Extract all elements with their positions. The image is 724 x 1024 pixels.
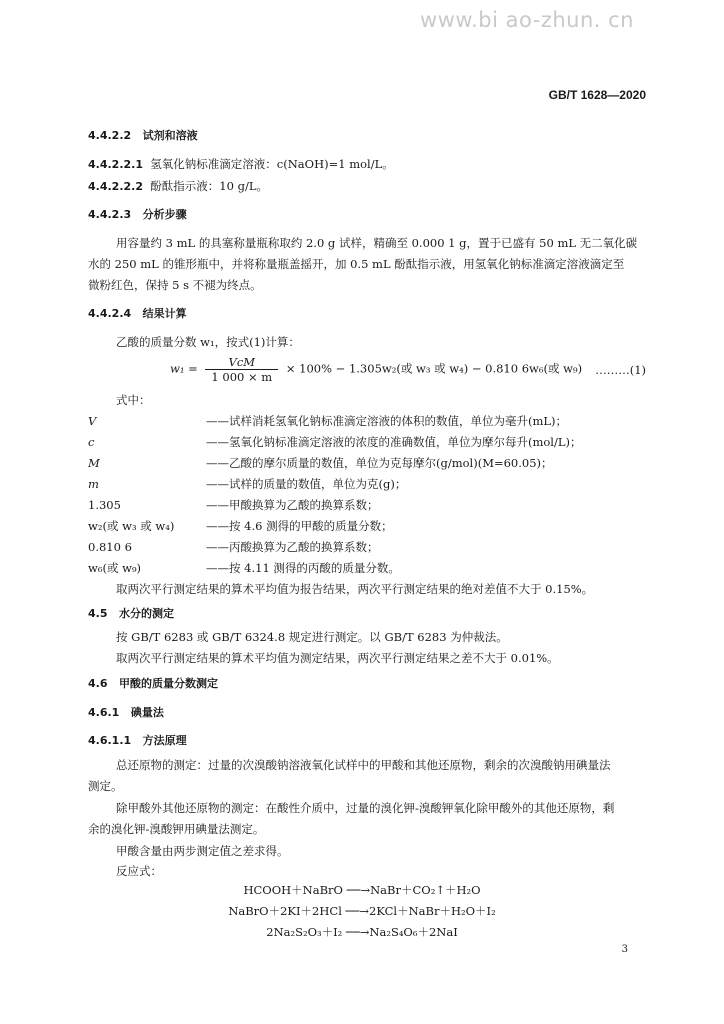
where-label: 式中： xyxy=(116,393,151,407)
standard-number: GB/T 1628—2020 xyxy=(548,88,646,102)
section-number: 4.5 xyxy=(88,607,108,620)
definition-symbol: M xyxy=(88,456,100,470)
definition-symbol: w₂(或 w₃ 或 w₄) xyxy=(88,519,175,533)
section-4-4-2-3 xyxy=(88,207,187,223)
definition-row xyxy=(88,497,379,513)
reaction-equation-2: NaBrO＋2KI＋2HCl ──→2KCl＋NaBr＋H₂O＋I₂ xyxy=(228,904,496,918)
watermark: www.bi ao-zhun. cn xyxy=(420,8,634,32)
section-title: 水分的测定 xyxy=(119,607,174,620)
procedure-line-3: 微粉红色，保持 5 s 不褪为终点。 xyxy=(88,278,262,292)
definition-row xyxy=(88,455,553,471)
equation-denominator: 1 000 × m xyxy=(211,370,273,384)
water-paragraph-2: 取两次平行测定结果的算术平均值为测定结果，两次平行测定结果之差不大于 0.01%。 xyxy=(116,651,559,665)
definition-symbol: m xyxy=(88,477,99,491)
definition-symbol: w₆(或 w₉) xyxy=(88,561,142,575)
equation-tag: ………(1) xyxy=(595,363,646,377)
clause-4-4-2-2-1 xyxy=(88,156,394,173)
equation-lhs: w₁ = xyxy=(170,361,198,376)
definition-row xyxy=(88,539,379,555)
clause-text: 酚酞指示液：10 g/L。 xyxy=(150,179,268,193)
definition-symbol: 1.305 xyxy=(88,498,121,512)
definition-row xyxy=(88,560,400,576)
section-4-5 xyxy=(88,606,174,622)
section-title: 方法原理 xyxy=(142,734,187,747)
definition-text: ——乙酸的摩尔质量的数值，单位为克每摩尔(g/mol)(M=60.05)； xyxy=(206,456,553,470)
definition-row xyxy=(88,434,582,450)
section-title: 碘量法 xyxy=(130,706,164,719)
principle-3: 甲酸含量由两步测定值之差求得。 xyxy=(116,844,289,858)
section-title: 甲酸的质量分数测定 xyxy=(119,677,218,690)
procedure-line-2: 水的 250 mL 的锥形瓶中，并将称量瓶盖摇开，加 0.5 mL 酚酞指示液，用氢氧化钠标准滴定溶液滴定至 xyxy=(88,257,625,271)
definition-row xyxy=(88,476,406,492)
section-title: 结果计算 xyxy=(142,307,187,320)
section-4-6-1-1 xyxy=(88,733,187,749)
definition-text: ——氢氧化钠标准滴定溶液的浓度的准确数值，单位为摩尔每升(mol/L)； xyxy=(206,435,582,449)
section-number: 4.4.2.4 xyxy=(88,307,132,320)
definition-text: ——试样消耗氢氧化钠标准滴定溶液的体积的数值，单位为毫升(mL)； xyxy=(206,414,568,428)
calc-intro: 乙酸的质量分数 w₁，按式(1)计算： xyxy=(116,335,300,349)
section-4-4-2-4 xyxy=(88,306,187,322)
principle-2-line-1: 除甲酸外其他还原物的测定：在酸性介质中，过量的溴化钾-溴酸钾氧化除甲酸外的其他还原物，剩 xyxy=(116,801,615,815)
calc-result: 取两次平行测定结果的算术平均值为报告结果，两次平行测定结果的绝对差值不大于 0.15%。 xyxy=(116,582,594,596)
definition-text: ——丙酸换算为乙酸的换算系数； xyxy=(206,540,379,554)
principle-1-line-2: 测定。 xyxy=(88,779,123,793)
principle-1-line-1: 总还原物的测定：过量的次溴酸钠溶液氧化试样中的甲酸和其他还原物，剩余的次溴酸钠用碘量法 xyxy=(116,758,611,772)
section-number: 4.6 xyxy=(88,677,108,690)
clause-number: 4.4.2.2.2 xyxy=(88,180,143,193)
section-title: 分析步骤 xyxy=(142,208,187,221)
section-4-6-1 xyxy=(88,705,164,721)
definition-text: ——甲酸换算为乙酸的换算系数； xyxy=(206,498,379,512)
clause-text: 氢氧化钠标准滴定溶液：c(NaOH)=1 mol/L。 xyxy=(150,157,394,171)
section-number: 4.4.2.2 xyxy=(88,129,132,142)
equation-numerator: VcM xyxy=(205,355,278,370)
section-number: 4.4.2.3 xyxy=(88,208,132,221)
definition-symbol: c xyxy=(88,435,95,449)
section-title: 试剂和溶液 xyxy=(142,129,198,142)
page-number: 3 xyxy=(621,944,628,955)
principle-2-line-2: 余的溴化钾-溴酸钾用碘量法测定。 xyxy=(88,822,265,836)
clause-number: 4.4.2.2.1 xyxy=(88,158,143,171)
water-paragraph-1: 按 GB/T 6283 或 GB/T 6324.8 规定进行测定。以 GB/T 6283 为仲裁法。 xyxy=(116,630,508,644)
equation-fraction xyxy=(205,355,278,384)
definition-text: ——试样的质量的数值，单位为克(g)； xyxy=(206,477,407,491)
definition-row xyxy=(88,413,567,429)
definition-symbol: 0.810 6 xyxy=(88,540,132,554)
reaction-label: 反应式： xyxy=(116,864,162,878)
equation-rhs: × 100% − 1.305w₂(或 w₃ 或 w₄) − 0.810 6w₆(或 w₉) xyxy=(285,361,583,376)
section-4-4-2-2 xyxy=(88,128,198,144)
clause-4-4-2-2-2 xyxy=(88,178,268,195)
procedure-line-1: 用容量约 3 mL 的具塞称量瓶称取约 2.0 g 试样，精确至 0.000 1 g，置于已盛有 50 mL 无二氧化碳 xyxy=(116,236,638,250)
section-number: 4.6.1 xyxy=(88,706,120,719)
equation-1 xyxy=(170,355,582,384)
definition-text: ——按 4.11 测得的丙酸的质量分数。 xyxy=(206,561,400,575)
reaction-equation-3: 2Na₂S₂O₃＋I₂ ──→Na₂S₄O₆＋2NaI xyxy=(266,925,458,939)
definition-row xyxy=(88,518,393,534)
definition-text: ——按 4.6 测得的甲酸的质量分数； xyxy=(206,519,393,533)
section-number: 4.6.1.1 xyxy=(88,734,132,747)
section-4-6 xyxy=(88,676,218,692)
definition-symbol: V xyxy=(88,414,97,428)
reaction-equation-1: HCOOH＋NaBrO ──→NaBr＋CO₂↑＋H₂O xyxy=(243,883,481,897)
